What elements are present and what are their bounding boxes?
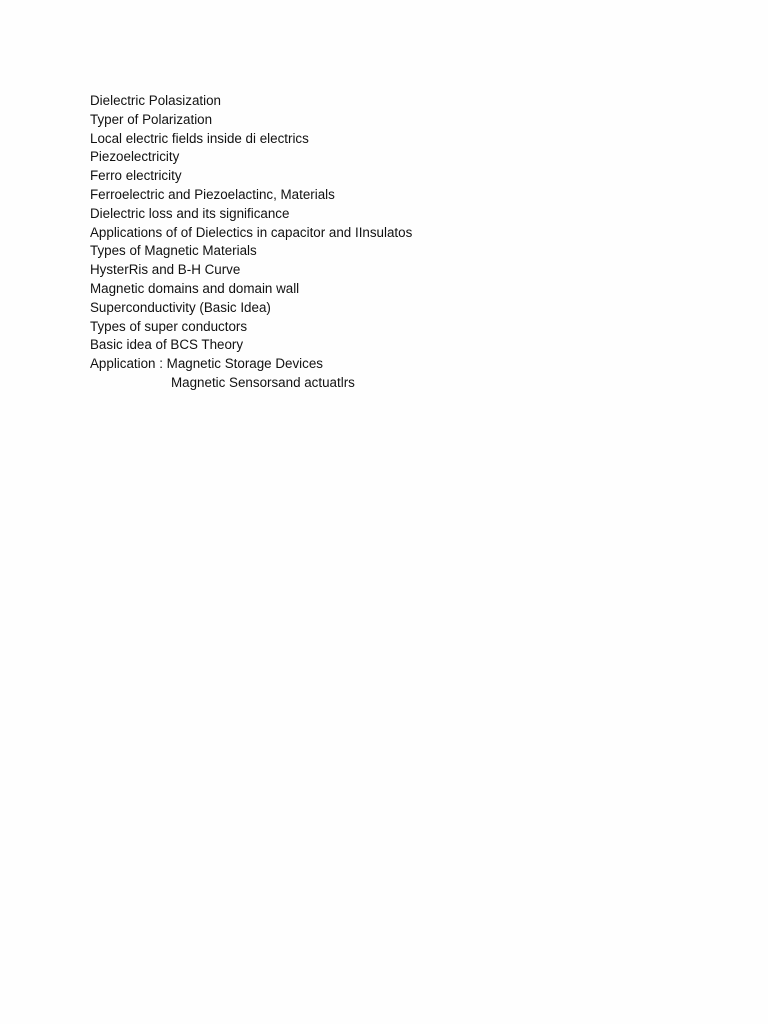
topic-line: Magnetic domains and domain wall bbox=[90, 280, 300, 296]
topic-line: Dielectric Polasization bbox=[90, 93, 221, 108]
topic-line: Types of Magnetic Materials bbox=[90, 243, 257, 259]
topic-line: Local electric fields inside di electrics bbox=[90, 130, 309, 146]
topic-line: Basic idea of BCS Theory bbox=[90, 337, 244, 353]
topic-list bbox=[90, 92, 412, 393]
topic-line: Types of super conductors bbox=[90, 318, 248, 334]
topic-line: Applications of of Dielectics in capacitor and IInsulatos bbox=[90, 224, 413, 240]
topic-line: Piezoelectricity bbox=[90, 149, 180, 165]
topic-line: Ferroelectric and Piezoelactinc, Materials bbox=[90, 186, 335, 202]
topic-line: Superconductivity (Basic Idea) bbox=[90, 299, 271, 315]
topic-line: Application : Magnetic Storage Devices bbox=[90, 356, 323, 372]
topic-line-continuation: Magnetic Sensorsand actuatlrs bbox=[171, 374, 355, 390]
topic-line: Dielectric loss and its significance bbox=[90, 205, 290, 221]
topic-line: Ferro electricity bbox=[90, 168, 182, 184]
topic-line: HysterRis and B-H Curve bbox=[90, 262, 241, 278]
topic-line: Typer of Polarization bbox=[90, 111, 213, 127]
